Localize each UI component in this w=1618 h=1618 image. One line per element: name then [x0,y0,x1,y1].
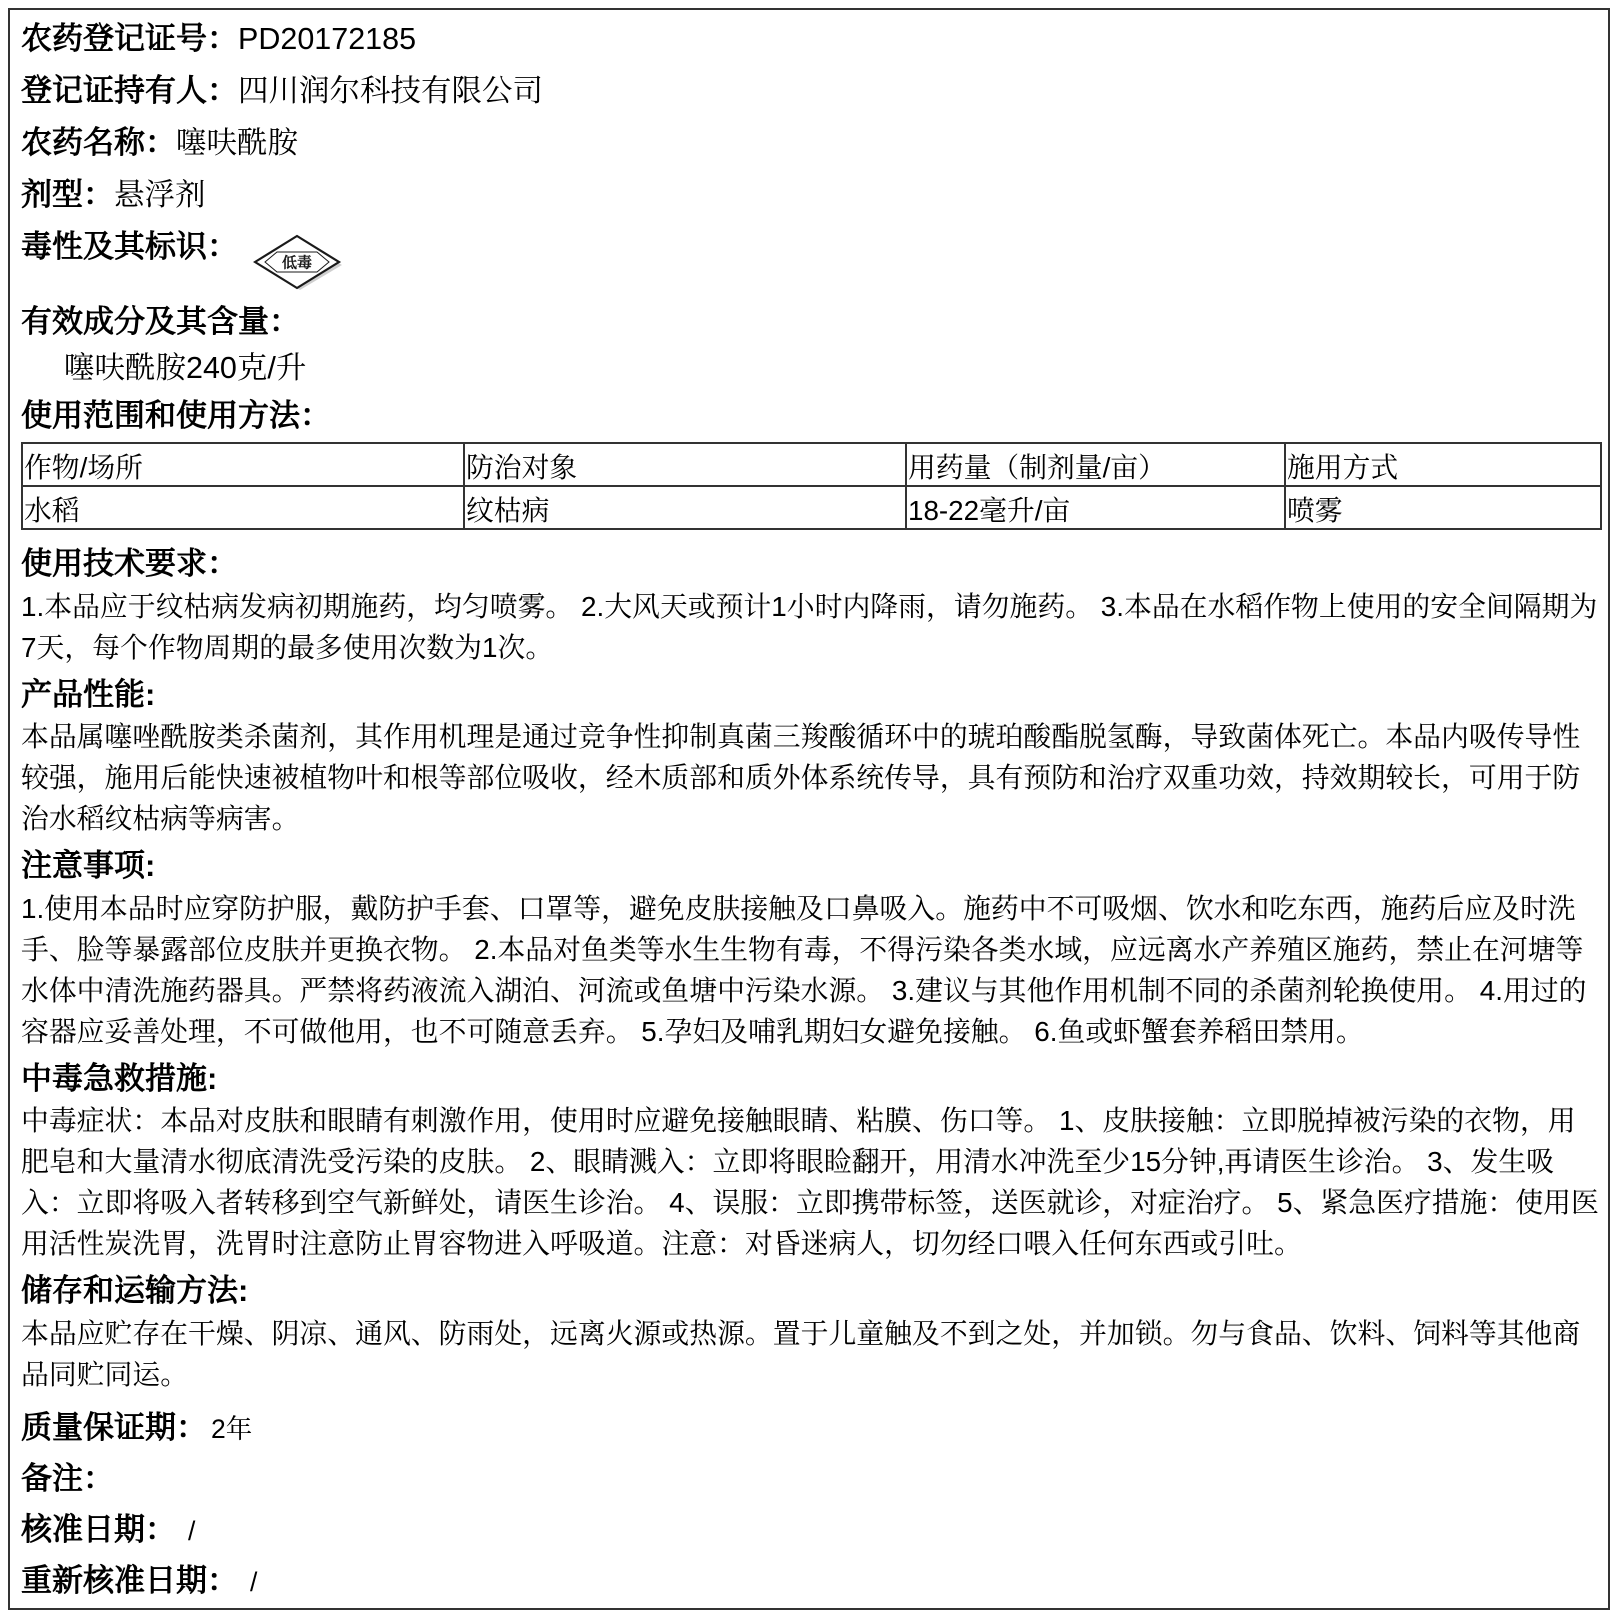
toxicity-badge-graphic [253,234,343,291]
formulation-value: 悬浮剂 [114,178,206,212]
precautions-text: 1.使用本品时应穿防护服，戴防护手套、口罩等，避免皮肤接触及口鼻吸入。施药中不可吸烟、饮水和吃东西，施药后应及时洗手、脸等暴露部位皮肤并更换衣物。 2.本品对鱼类等水生生物有毒，不得污染各类水域，应远离水产养殖区施药，禁止在河塘等水体中清洗施药器具。严禁将药液流入湖泊、河流或鱼塘中污染水源。 3.建议与其他作用机制不同的杀菌剂轮换使用。 4.用过的容器应妥善处理，不可做他用，也不可随意丢弃。 5.孕妇及哺乳期妇女避免接触。 6.鱼或虾蟹套养稻田禁用。 [21,892,1587,1047]
usage-table-header-row [22,443,1601,486]
pesticide-name-label: 农药名称： [21,125,176,160]
active-ingredient-value: 噻呋酰胺240克/升 [64,351,307,385]
reapproval-date-value: / [250,1566,258,1597]
toxicity-diamond-icon [253,234,343,291]
column-header-target: 防治对象 [464,443,906,486]
holder-row [21,65,1602,117]
toxicity-row [21,221,1602,299]
remarks-label: 备注： [21,1460,114,1496]
usage-table [21,442,1602,530]
badge-text: 低毒 [281,253,313,272]
registration-number-value: PD20172185 [238,22,417,56]
product-performance-text: 本品属噻唑酰胺类杀菌剂，其作用机理是通过竞争性抑制真菌三羧酸循环中的琥珀酸酯脱氢酶，导致菌体死亡。本品内吸传导性较强，施用后能快速被植物叶和根等部位吸收，经木质部和质外体系统传导，具有预防和治疗双重功效，持效期较长，可用于防治水稻纹枯病等病害。 [21,721,1581,834]
first-aid-heading: 中毒急救措施: [21,1060,218,1096]
column-header-crop: 作物/场所 [22,443,464,486]
shelf-life-label: 质量保证期： [21,1409,207,1445]
formulation-row [21,169,1602,221]
toxicity-label: 毒性及其标识： [21,229,238,264]
product-performance-heading: 产品性能: [21,676,156,712]
approval-date-row [21,1504,1602,1555]
remarks-row [21,1453,1602,1504]
registration-number-row [21,13,1602,65]
precautions-heading: 注意事项: [21,848,156,883]
approval-date-value: / [188,1515,196,1546]
column-header-method: 施用方式 [1285,443,1601,486]
storage-transport-heading: 储存和运输方法: [21,1273,249,1308]
registration-number-label: 农药登记证号： [21,21,238,56]
table-row [22,486,1601,529]
approval-date-label: 核准日期： [21,1511,176,1547]
cell-target: 纹枯病 [464,486,906,529]
pesticide-name-row [21,117,1602,169]
shelf-life-value: 2年 [211,1413,253,1444]
technical-requirements-text: 1.本品应于纹枯病发病初期施药，均匀喷雾。 2.大风天或预计1小时内降雨，请勿施药。 3.本品在水稻作物上使用的安全间隔期为7天，每个作物周期的最多使用次数为1次。 [21,590,1598,663]
active-ingredient-heading: 有效成分及其含量： [21,304,300,339]
pesticide-name-value: 噻呋酰胺 [176,126,298,160]
shelf-life-row [21,1402,1602,1453]
holder-label: 登记证持有人： [21,73,238,108]
technical-requirements-heading: 使用技术要求： [21,546,238,581]
cell-method: 喷雾 [1285,486,1601,529]
column-header-dosage: 用药量（制剂量/亩） [906,443,1285,486]
reapproval-date-label: 重新核准日期： [21,1562,238,1598]
reapproval-date-row [21,1555,1602,1606]
cell-crop: 水稻 [22,486,464,529]
formulation-label: 剂型： [21,177,114,212]
usage-heading: 使用范围和使用方法： [21,398,331,433]
pesticide-label-document [8,8,1610,1610]
cell-dosage: 18-22毫升/亩 [906,486,1285,529]
holder-value: 四川润尔科技有限公司 [238,74,543,108]
first-aid-text: 中毒症状：本品对皮肤和眼睛有刺激作用，使用时应避免接触眼睛、粘膜、伤口等。 1、皮肤接触：立即脱掉被污染的衣物，用肥皂和大量清水彻底清洗受污染的皮肤。 2、眼睛溅入：立即将眼睑翻开，用清水冲洗至少15分钟,再请医生诊治。 3、发生吸入：立即将吸入者转移到空气新鲜处，请医生诊治。 4、误服：立即携带标签，送医就诊，对症治疗。 5、紧急医疗措施：使用医用活性炭洗胃，洗胃时注意防止胃容物进入呼吸道。注意：对昏迷病人，切勿经口喂入任何东西或引吐。 [21,1105,1599,1259]
storage-transport-text: 本品应贮存在干燥、阴凉、通风、防雨处，远离火源或热源。置于儿童触及不到之处，并加锁。勿与食品、饮料、饲料等其他商品同贮同运。 [21,1317,1581,1390]
